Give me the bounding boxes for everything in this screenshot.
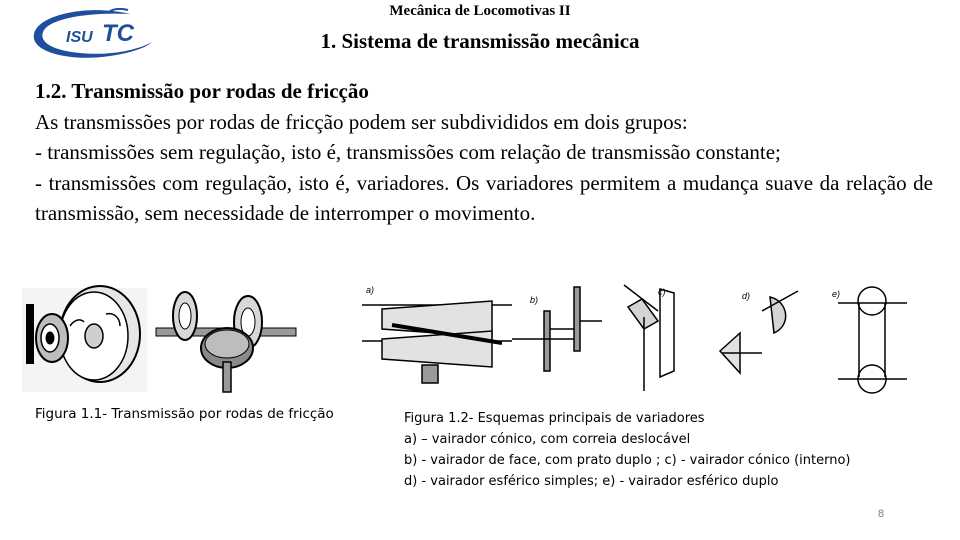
figure-1-2-caption — [404, 408, 851, 492]
variator-label-b: b) — [530, 295, 539, 305]
body-text — [35, 76, 933, 229]
figure-1-1-caption: Figura 1.1- Transmissão por rodas de fricção — [35, 406, 334, 422]
section-title: 1.2. Transmissão por rodas de fricção — [35, 79, 369, 103]
friction-wheel-drawing-right — [156, 292, 296, 392]
logo-text-prefix: ISU — [66, 29, 93, 46]
list-item: - transmissões com regulação, isto é, variadores. Os variadores permitem a mudança suave da relação de transmissão, sem necessidade de interromper o movimento. — [35, 170, 933, 225]
variator-label-e: e) — [832, 289, 841, 299]
caption-line: a) – vairador cónico, com correia deslocável — [404, 432, 691, 447]
page-number: 8 — [878, 508, 885, 520]
figure-friction-wheels — [22, 284, 322, 394]
caption-line: b) - vairador de face, com prato duplo ; c) - vairador cónico (interno) — [404, 453, 851, 468]
variator-scheme-d — [720, 291, 798, 373]
variator-scheme-b — [512, 287, 602, 371]
variator-scheme-a — [362, 301, 512, 383]
variator-label-d: d) — [742, 291, 751, 301]
variator-label-c: c) — [658, 287, 666, 297]
variator-scheme-e — [838, 287, 907, 393]
figure-variators — [362, 281, 910, 397]
intro-paragraph: As transmissões por rodas de fricção podem ser subdivididos em dois grupos: — [35, 109, 688, 134]
logo-text-suffix: TC — [102, 20, 134, 47]
friction-wheel-drawing-left — [22, 286, 147, 392]
variator-label-a: a) — [366, 285, 375, 295]
list-item: - transmissões sem regulação, isto é, transmissões com relação de transmissão constante; — [35, 140, 781, 164]
caption-line: d) - vairador esférico simples; e) - vairador esférico duplo — [404, 474, 779, 489]
course-name: Mecânica de Locomotivas II — [389, 3, 571, 19]
page-title: 1. Sistema de transmissão mecânica — [320, 29, 640, 53]
caption-line: Figura 1.2- Esquemas principais de variadores — [404, 411, 705, 426]
variator-scheme-c — [624, 285, 674, 391]
